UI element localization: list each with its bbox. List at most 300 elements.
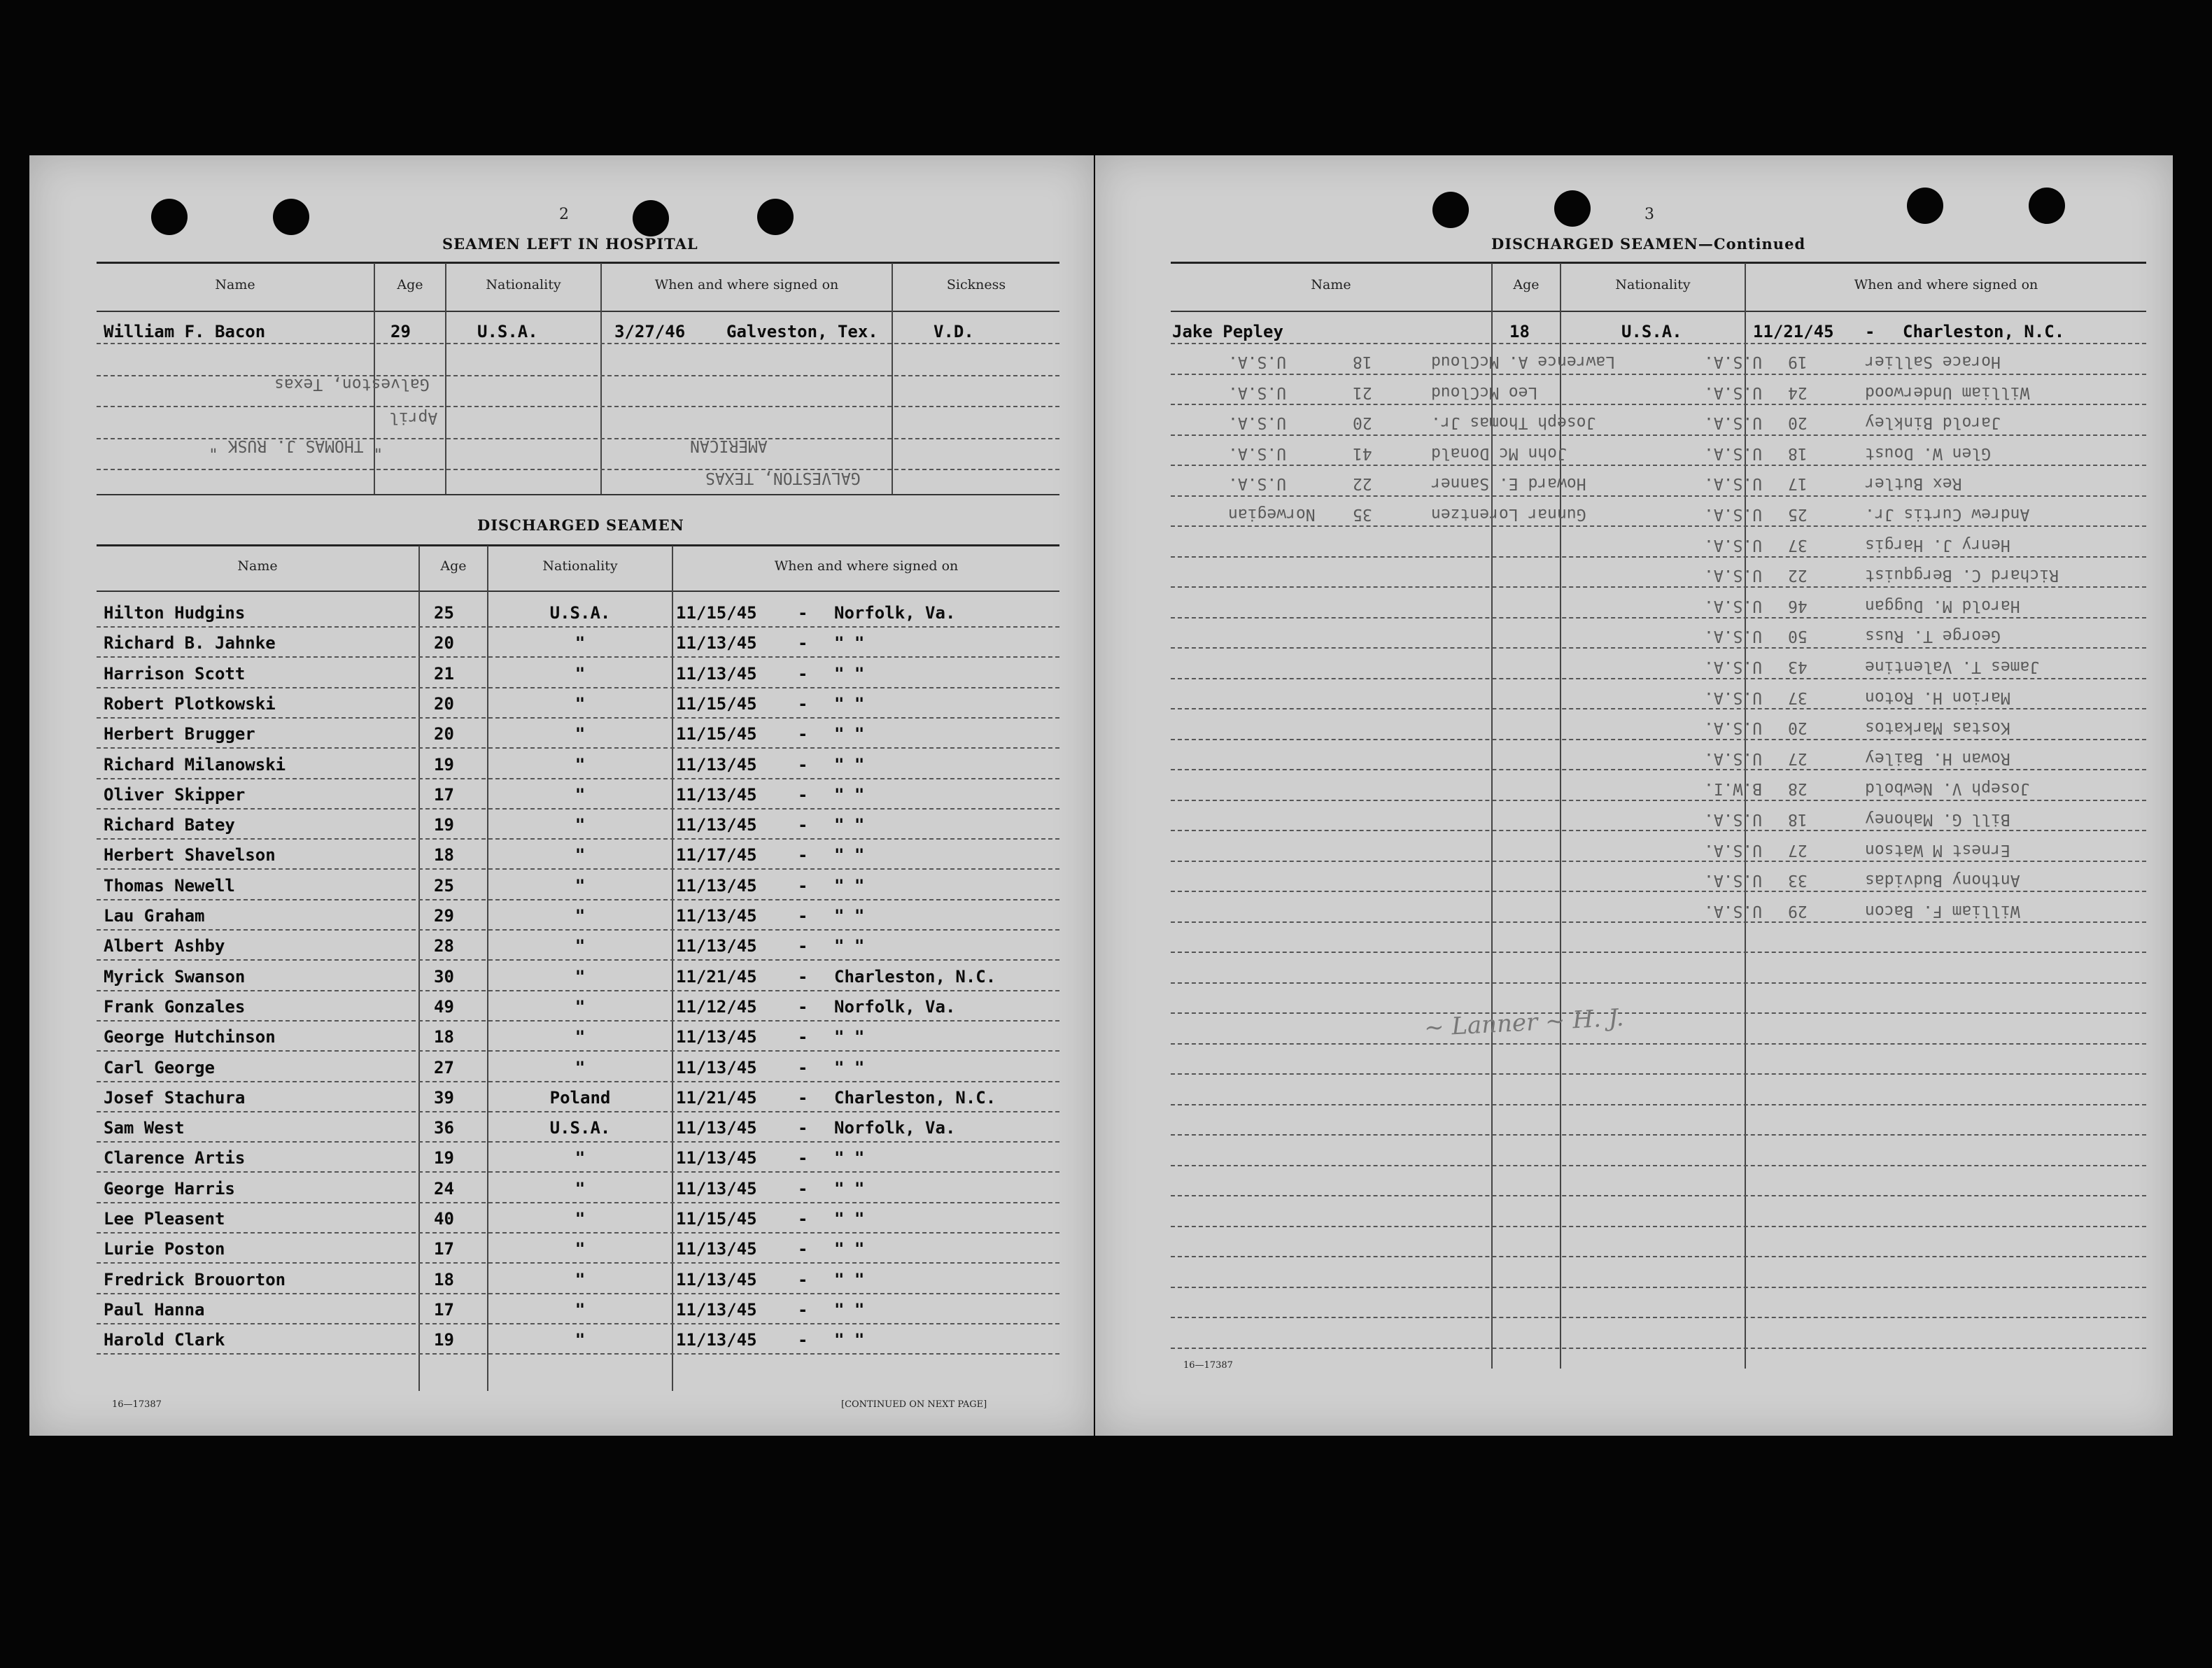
- discharged-section-title: DISCHARGED SEAMEN: [477, 516, 684, 534]
- bleed-through-nationality: U.S.A.: [1704, 444, 1763, 462]
- bleed-through-age: 35: [1353, 505, 1372, 523]
- row-rule: [1171, 343, 2146, 344]
- discharged-dash: -: [798, 997, 808, 1017]
- bleed-through-nationality: U.S.A.: [1704, 505, 1763, 523]
- discharged-date: 11/17/45: [676, 845, 757, 865]
- row-rule: [1171, 1256, 2146, 1257]
- bleed-through-age: 25: [1788, 505, 1808, 523]
- row-rule: [1171, 1012, 2146, 1014]
- discharged-place: " ": [834, 1148, 865, 1168]
- row-rule: [97, 1232, 1059, 1234]
- hospital-name: William F. Bacon: [104, 322, 266, 341]
- discharged-dash: -: [798, 1270, 808, 1289]
- hospital-section-title: SEAMEN LEFT IN HOSPITAL: [442, 235, 698, 253]
- discharged-name: Fredrick Brouorton: [104, 1270, 286, 1289]
- discharged-place: " ": [834, 936, 865, 956]
- discharged-date: 11/13/45: [676, 1118, 757, 1138]
- discharged-nationality: U.S.A.: [549, 603, 611, 623]
- bleed-through-name: Joseph Thomas Jr.: [1431, 414, 1596, 432]
- discharged-name: Oliver Skipper: [104, 785, 246, 805]
- discharged-place: " ": [834, 1058, 865, 1077]
- discharged-name: George Hutchinson: [104, 1027, 276, 1047]
- bleed-through-age: 27: [1788, 841, 1808, 859]
- discharged-name: Harold Clark: [104, 1330, 225, 1350]
- bleed-through-name: John Mc Donald: [1431, 444, 1567, 462]
- discharged-dash: -: [798, 1179, 808, 1199]
- row-rule: [97, 656, 1059, 658]
- discharged-col-name: Name: [237, 558, 278, 574]
- discharged-dash: -: [798, 785, 808, 805]
- discharged-date: 11/13/45: [676, 1148, 757, 1168]
- bleed-through-age: 46: [1788, 597, 1808, 615]
- row-rule: [1171, 769, 2146, 770]
- row-rule: [97, 899, 1059, 900]
- discharged-date: 11/13/45: [676, 1027, 757, 1047]
- continued-name: Jake Pepley: [1172, 322, 1283, 341]
- column-divider: [672, 546, 673, 1391]
- bleed-through-nationality: U.S.A.: [1704, 353, 1763, 371]
- hospital-col-signed-on: When and where signed on: [654, 277, 839, 292]
- punch-hole: [1554, 190, 1591, 227]
- discharged-nationality: ": [575, 997, 586, 1017]
- row-rule: [97, 1141, 1059, 1143]
- continued-dash: -: [1865, 322, 1875, 341]
- discharged-name: Herbert Shavelson: [104, 845, 276, 865]
- bleed-through-nationality: U.S.A.: [1228, 474, 1287, 493]
- bleed-through-name: Ernest M Watson: [1865, 841, 2010, 859]
- row-rule: [1171, 1317, 2146, 1318]
- continued-nationality: U.S.A.: [1621, 322, 1682, 341]
- bleed-through-age: 37: [1788, 536, 1808, 554]
- bleed-through-age: 19: [1788, 353, 1808, 371]
- row-rule: [97, 747, 1059, 749]
- bleed-through-name: Andrew Curtis Jr.: [1865, 505, 2030, 523]
- discharged-dash: -: [798, 1058, 808, 1077]
- discharged-nationality: ": [575, 1270, 586, 1289]
- discharged-name: George Harris: [104, 1179, 235, 1199]
- discharged-age: 19: [434, 1330, 454, 1350]
- discharged-dash: -: [798, 876, 808, 896]
- discharged-place: " ": [834, 664, 865, 684]
- discharged-name: Carl George: [104, 1058, 215, 1077]
- bleed-through-text: April: [389, 409, 438, 427]
- row-rule: [1171, 739, 2146, 740]
- row-rule: [97, 1171, 1059, 1173]
- bleed-through-nationality: B.W.I.: [1704, 779, 1763, 798]
- bleed-through-nationality: U.S.A.: [1704, 658, 1763, 676]
- row-rule: [97, 990, 1059, 991]
- bleed-through-age: 18: [1353, 353, 1372, 371]
- row-rule: [97, 1323, 1059, 1324]
- discharged-col-nationality: Nationality: [542, 558, 618, 574]
- row-rule: [97, 778, 1059, 779]
- bleed-through-name: William Underwood: [1865, 383, 2030, 402]
- bleed-through-age: 20: [1353, 414, 1372, 432]
- discharged-age: 40: [434, 1209, 454, 1229]
- discharged-date: 11/15/45: [676, 1209, 757, 1229]
- row-rule: [1171, 952, 2146, 953]
- discharged-place: " ": [834, 1239, 865, 1259]
- discharged-name: Lee Pleasent: [104, 1209, 225, 1229]
- bleed-through-text: Galveston, Texas: [274, 375, 430, 393]
- continued-note: [CONTINUED ON NEXT PAGE]: [841, 1399, 987, 1410]
- row-rule: [97, 687, 1059, 688]
- form-number: 16—17387: [112, 1399, 162, 1410]
- discharged-date: 11/13/45: [676, 785, 757, 805]
- row-rule: [1171, 921, 2146, 923]
- bleed-through-nationality: Norwegian: [1228, 505, 1316, 523]
- discharged-nationality: ": [575, 694, 586, 714]
- discharged-name: Richard Milanowski: [104, 755, 286, 775]
- discharged-dash: -: [798, 755, 808, 775]
- continued-header-rule: [1171, 311, 2146, 312]
- discharged-date: 11/12/45: [676, 997, 757, 1017]
- discharged-name: Myrick Swanson: [104, 967, 246, 987]
- row-rule: [97, 929, 1059, 931]
- discharged-age: 17: [434, 1300, 454, 1320]
- row-rule: [1171, 708, 2146, 709]
- discharged-nationality: ": [575, 1058, 586, 1077]
- discharged-place: " ": [834, 1270, 865, 1289]
- row-rule: [1171, 1165, 2146, 1166]
- bleed-through-nationality: U.S.A.: [1704, 688, 1763, 707]
- discharged-date: 11/21/45: [676, 967, 757, 987]
- row-rule: [97, 1081, 1059, 1082]
- discharged-nationality: ": [575, 1239, 586, 1259]
- discharged-date: 11/15/45: [676, 603, 757, 623]
- bleed-through-text: AMERICAN: [690, 437, 768, 455]
- discharged-age: 39: [434, 1088, 454, 1108]
- row-rule: [1171, 1348, 2146, 1349]
- bleed-through-age: 33: [1788, 871, 1808, 889]
- bleed-through-age: 22: [1788, 566, 1808, 584]
- row-rule: [1171, 982, 2146, 984]
- bleed-through-nationality: U.S.A.: [1704, 871, 1763, 889]
- row-rule: [1171, 617, 2146, 619]
- row-rule: [97, 375, 1059, 376]
- row-rule: [1171, 678, 2146, 679]
- discharged-place: Charleston, N.C.: [834, 967, 996, 987]
- discharged-header-rule: [97, 591, 1059, 592]
- discharged-age: 20: [434, 694, 454, 714]
- signature: ​~ Lanner ~ H. J.: [1423, 1003, 1625, 1042]
- discharged-age: 19: [434, 755, 454, 775]
- discharged-dash: -: [798, 815, 808, 835]
- bleed-through-name: Kostas Markatos: [1865, 719, 2010, 737]
- continued-place: Charleston, N.C.: [1903, 322, 2065, 341]
- discharged-name: Albert Ashby: [104, 936, 225, 956]
- row-rule: [1171, 495, 2146, 497]
- discharged-place: " ": [834, 1209, 865, 1229]
- bleed-through-nationality: U.S.A.: [1228, 414, 1287, 432]
- row-rule: [97, 343, 1059, 344]
- bleed-through-name: Anthony Budvidas: [1865, 871, 2020, 889]
- discharged-date: 11/13/45: [676, 1058, 757, 1077]
- row-rule: [97, 406, 1059, 407]
- discharged-place: " ": [834, 785, 865, 805]
- bleed-through-nationality: U.S.A.: [1228, 444, 1287, 462]
- discharged-name: Thomas Newell: [104, 876, 235, 896]
- discharged-place: " ": [834, 724, 865, 744]
- bleed-through-name: Gunnar Lorentzen: [1431, 505, 1586, 523]
- discharged-place: " ": [834, 1330, 865, 1350]
- discharged-dash: -: [798, 845, 808, 865]
- bleed-through-name: Richard C. Bergquist: [1865, 566, 2059, 584]
- discharged-dash: -: [798, 694, 808, 714]
- bleed-through-age: 27: [1788, 749, 1808, 768]
- bleed-through-nationality: U.S.A.: [1228, 383, 1287, 402]
- discharged-place: " ": [834, 1179, 865, 1199]
- discharged-place: Norfolk, Va.: [834, 603, 956, 623]
- right-page: [1095, 155, 2173, 1436]
- row-rule: [1171, 647, 2146, 649]
- discharged-name: Richard B. Jahnke: [104, 633, 276, 653]
- bleed-through-nationality: U.S.A.: [1704, 841, 1763, 859]
- discharged-date: 11/13/45: [676, 876, 757, 896]
- bleed-through-nationality: U.S.A.: [1704, 627, 1763, 645]
- continued-date: 11/21/45: [1753, 322, 1834, 341]
- punch-hole: [273, 199, 309, 235]
- row-rule: [1171, 434, 2146, 436]
- bleed-through-name: William F. Bacon: [1865, 902, 2020, 920]
- discharged-nationality: U.S.A.: [549, 1118, 611, 1138]
- row-rule: [1171, 586, 2146, 588]
- discharged-name: Harrison Scott: [104, 664, 246, 684]
- hospital-age: 29: [390, 322, 411, 341]
- hospital-bottom-rule: [97, 494, 1059, 495]
- discharged-place: " ": [834, 845, 865, 865]
- discharged-place: " ": [834, 1300, 865, 1320]
- left-page: [29, 155, 1094, 1436]
- row-rule: [97, 1111, 1059, 1112]
- discharged-name: Clarence Artis: [104, 1148, 246, 1168]
- bleed-through-age: 20: [1788, 719, 1808, 737]
- row-rule: [1171, 1226, 2146, 1227]
- continued-col-signed-on: When and where signed on: [1854, 277, 2038, 292]
- discharged-age: 17: [434, 1239, 454, 1259]
- discharged-nationality: ": [575, 755, 586, 775]
- discharged-age: 27: [434, 1058, 454, 1077]
- discharged-date: 11/15/45: [676, 694, 757, 714]
- row-rule: [1171, 891, 2146, 892]
- hospital-header-rule: [97, 311, 1059, 312]
- bleed-through-name: Henry J. Hargis: [1865, 536, 2010, 554]
- row-rule: [1171, 1104, 2146, 1105]
- discharged-age: 28: [434, 936, 454, 956]
- discharged-name: Richard Batey: [104, 815, 235, 835]
- bleed-through-name: Joseph V. Newbold: [1865, 779, 2030, 798]
- column-divider: [418, 546, 420, 1391]
- bleed-through-age: 20: [1788, 414, 1808, 432]
- bleed-through-name: Harold M. Duggan: [1865, 597, 2020, 615]
- discharged-dash: -: [798, 1330, 808, 1350]
- discharged-place: Charleston, N.C.: [834, 1088, 996, 1108]
- discharged-name: Josef Stachura: [104, 1088, 246, 1108]
- bleed-through-nationality: U.S.A.: [1704, 597, 1763, 615]
- bleed-through-name: Rowan H. Bailey: [1865, 749, 2010, 768]
- discharged-date: 11/13/45: [676, 936, 757, 956]
- discharged-date: 11/21/45: [676, 1088, 757, 1108]
- bleed-through-age: 29: [1788, 902, 1808, 920]
- discharged-date: 11/13/45: [676, 1239, 757, 1259]
- bleed-through-nationality: U.S.A.: [1704, 383, 1763, 402]
- bleed-through-nationality: U.S.A.: [1704, 536, 1763, 554]
- hospital-col-name: Name: [215, 277, 255, 292]
- bleed-through-age: 21: [1353, 383, 1372, 402]
- discharged-place: Norfolk, Va.: [834, 997, 956, 1017]
- punch-hole: [633, 200, 669, 236]
- discharged-age: 24: [434, 1179, 454, 1199]
- row-rule: [97, 717, 1059, 719]
- discharged-place: " ": [834, 906, 865, 926]
- bleed-through-text: " THOMAS J. RUSK ": [209, 437, 383, 455]
- discharged-nationality: ": [575, 1330, 586, 1350]
- discharged-place: " ": [834, 876, 865, 896]
- discharged-nationality: ": [575, 967, 586, 987]
- bleed-through-age: 18: [1788, 444, 1808, 462]
- bleed-through-age: 41: [1353, 444, 1372, 462]
- bleed-through-name: Bill G. Mahoney: [1865, 810, 2010, 828]
- hospital-nationality: U.S.A.: [477, 322, 538, 341]
- discharged-place: " ": [834, 633, 865, 653]
- row-rule: [1171, 1043, 2146, 1045]
- discharged-dash: -: [798, 1300, 808, 1320]
- row-rule: [1171, 404, 2146, 405]
- discharged-age: 18: [434, 1270, 454, 1289]
- discharged-age: 20: [434, 724, 454, 744]
- discharged-nationality: ": [575, 1300, 586, 1320]
- discharged-dash: -: [798, 936, 808, 956]
- hospital-sickness: V.D.: [934, 322, 974, 341]
- continued-col-name: Name: [1311, 277, 1351, 292]
- discharged-dash: -: [798, 1088, 808, 1108]
- row-rule: [1171, 525, 2146, 527]
- hospital-date: 3/27/46: [614, 322, 686, 341]
- discharged-nationality: ": [575, 906, 586, 926]
- row-rule: [97, 1353, 1059, 1355]
- discharged-nationality: ": [575, 664, 586, 684]
- discharged-nationality: ": [575, 815, 586, 835]
- discharged-age: 29: [434, 906, 454, 926]
- discharged-place: Norfolk, Va.: [834, 1118, 956, 1138]
- row-rule: [1171, 1195, 2146, 1196]
- discharged-place: " ": [834, 694, 865, 714]
- discharged-dash: -: [798, 724, 808, 744]
- bleed-through-name: Jarold Binkley: [1865, 414, 2001, 432]
- discharged-dash: -: [798, 1027, 808, 1047]
- bleed-through-age: 50: [1788, 627, 1808, 645]
- discharged-age: 30: [434, 967, 454, 987]
- discharged-age: 20: [434, 633, 454, 653]
- continued-section-title: DISCHARGED SEAMEN—Continued: [1491, 235, 1806, 253]
- discharged-date: 11/15/45: [676, 724, 757, 744]
- discharged-place: " ": [834, 755, 865, 775]
- discharged-date: 11/13/45: [676, 1179, 757, 1199]
- bleed-through-name: Glen W. Doust: [1865, 444, 1992, 462]
- discharged-place: " ": [834, 815, 865, 835]
- hospital-top-rule: [97, 262, 1059, 264]
- bleed-through-nationality: U.S.A.: [1704, 414, 1763, 432]
- row-rule: [1171, 556, 2146, 558]
- discharged-place: " ": [834, 1027, 865, 1047]
- punch-hole: [151, 199, 188, 235]
- bleed-through-name: Howard E. Sanner: [1431, 474, 1586, 493]
- row-rule: [1171, 374, 2146, 375]
- discharged-age: 19: [434, 1148, 454, 1168]
- discharged-nationality: Poland: [549, 1088, 611, 1108]
- discharged-nationality: ": [575, 633, 586, 653]
- discharged-name: Paul Hanna: [104, 1300, 205, 1320]
- discharged-name: Herbert Brugger: [104, 724, 255, 744]
- bleed-through-age: 17: [1788, 474, 1808, 493]
- bleed-through-nationality: U.S.A.: [1704, 810, 1763, 828]
- discharged-age: 17: [434, 785, 454, 805]
- discharged-nationality: ": [575, 1027, 586, 1047]
- discharged-date: 11/13/45: [676, 1270, 757, 1289]
- punch-hole: [757, 199, 794, 235]
- page-number: 3: [1644, 206, 1654, 223]
- bleed-through-nationality: U.S.A.: [1704, 474, 1763, 493]
- bleed-through-name: Marion H. Roton: [1865, 688, 2010, 707]
- discharged-age: 25: [434, 876, 454, 896]
- hospital-place: Galveston, Tex.: [726, 322, 878, 341]
- bleed-through-name: Leo McCloud: [1431, 383, 1538, 402]
- row-rule: [1171, 1134, 2146, 1136]
- punch-hole: [2029, 188, 2065, 224]
- bleed-through-name: James T. Valentine: [1865, 658, 2040, 676]
- bleed-through-age: 24: [1788, 383, 1808, 402]
- discharged-dash: -: [798, 633, 808, 653]
- row-rule: [97, 1202, 1059, 1203]
- continued-col-age: Age: [1513, 277, 1540, 292]
- discharged-nationality: ": [575, 1179, 586, 1199]
- discharged-date: 11/13/45: [676, 815, 757, 835]
- hospital-col-nationality: Nationality: [486, 277, 561, 292]
- row-rule: [1171, 800, 2146, 801]
- discharged-date: 11/13/45: [676, 1330, 757, 1350]
- row-rule: [1171, 861, 2146, 862]
- form-number: 16—17387: [1183, 1360, 1233, 1371]
- discharged-age: 36: [434, 1118, 454, 1138]
- row-rule: [97, 469, 1059, 470]
- discharged-dash: -: [798, 1239, 808, 1259]
- discharged-name: Lurie Poston: [104, 1239, 225, 1259]
- discharged-age: 19: [434, 815, 454, 835]
- punch-hole: [1907, 188, 1943, 224]
- discharged-nationality: ": [575, 1148, 586, 1168]
- row-rule: [1171, 1073, 2146, 1075]
- bleed-through-nationality: U.S.A.: [1704, 902, 1763, 920]
- bleed-through-nationality: U.S.A.: [1704, 719, 1763, 737]
- row-rule: [97, 808, 1059, 810]
- row-rule: [1171, 465, 2146, 466]
- discharged-col-signed-on: When and where signed on: [774, 558, 959, 574]
- discharged-nationality: ": [575, 724, 586, 744]
- column-divider: [892, 263, 893, 494]
- discharged-dash: -: [798, 664, 808, 684]
- row-rule: [97, 1020, 1059, 1022]
- row-rule: [97, 626, 1059, 628]
- bleed-through-text: GALVESTON, TEXAS: [705, 469, 861, 487]
- discharged-col-age: Age: [440, 558, 467, 574]
- discharged-nationality: ": [575, 936, 586, 956]
- discharged-date: 11/13/45: [676, 633, 757, 653]
- continued-top-rule: [1171, 262, 2146, 264]
- continued-col-nationality: Nationality: [1615, 277, 1691, 292]
- hospital-col-sickness: Sickness: [946, 277, 1006, 292]
- row-rule: [1171, 1287, 2146, 1288]
- bleed-through-age: 18: [1788, 810, 1808, 828]
